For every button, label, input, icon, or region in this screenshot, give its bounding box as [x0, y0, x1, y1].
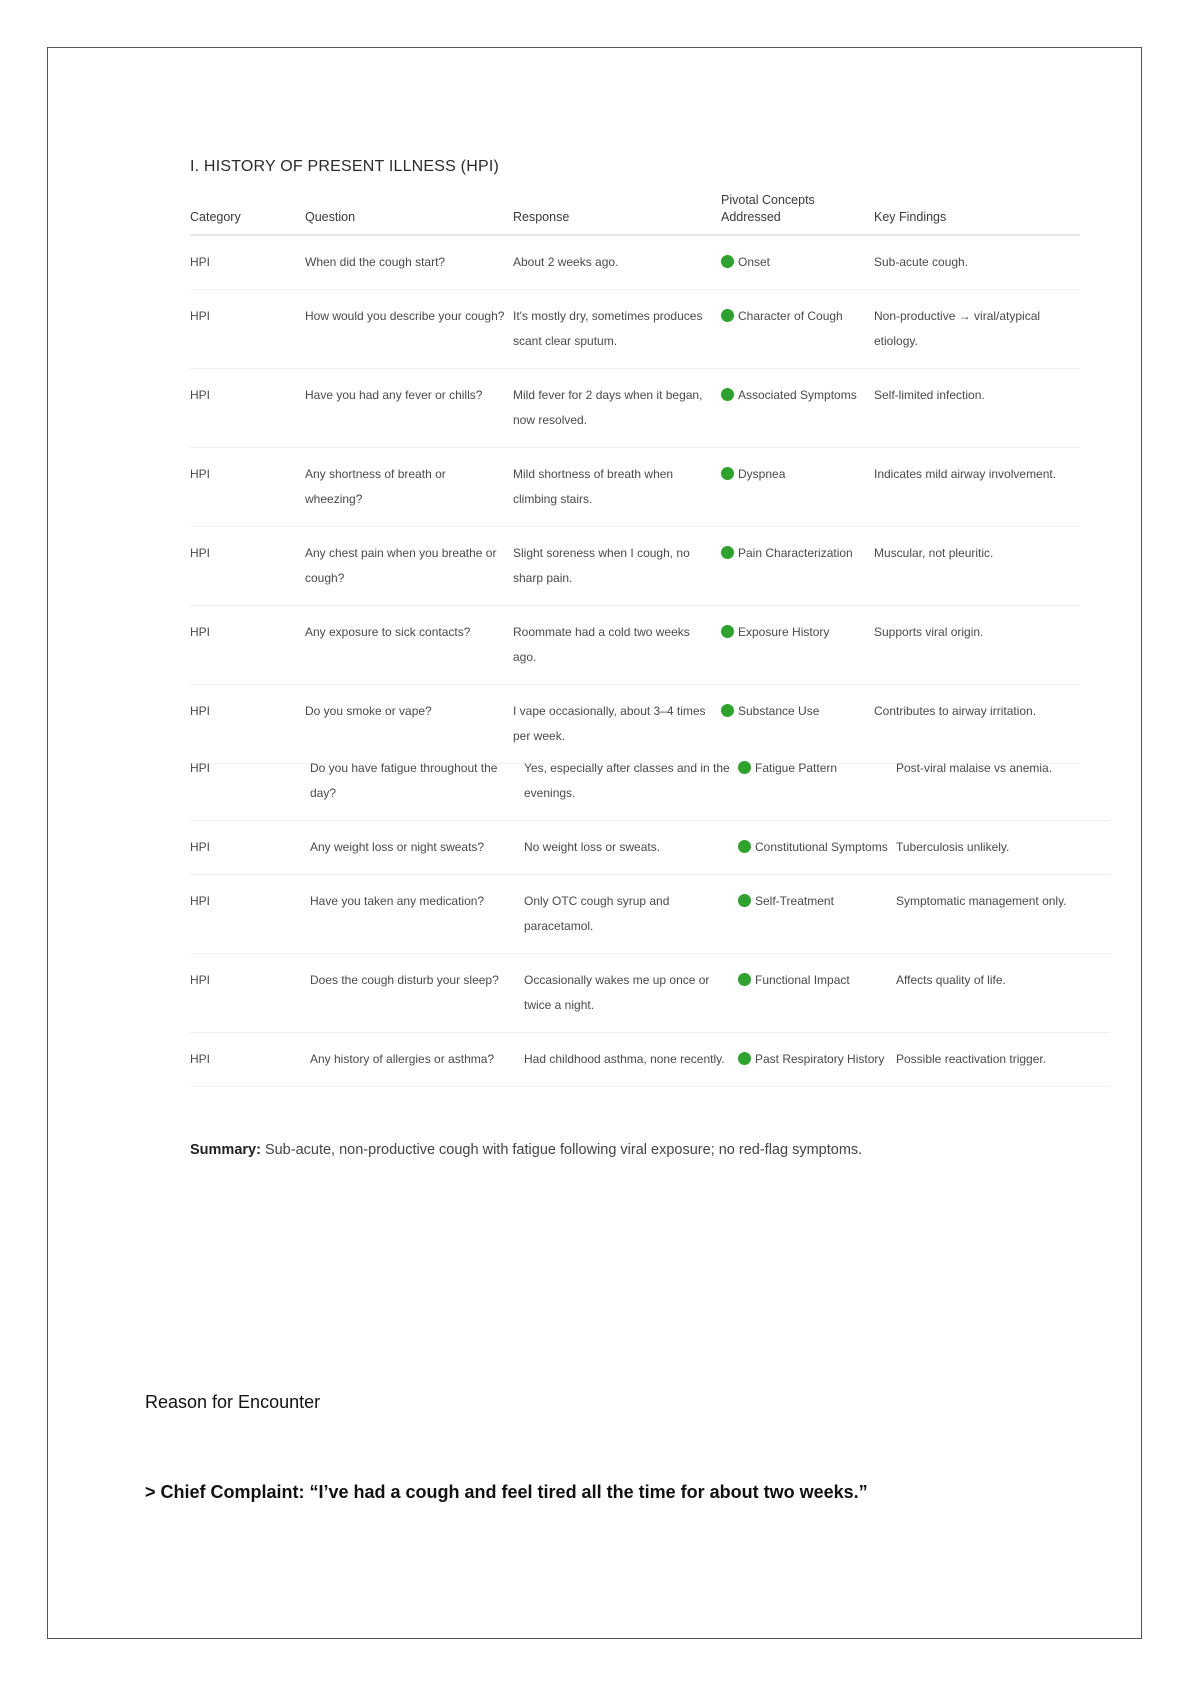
- concept-label: Past Respiratory History: [755, 1052, 885, 1066]
- cell-response: Occasionally wakes me up once or twice a night.: [524, 954, 738, 1033]
- cell-question: Do you smoke or vape?: [305, 685, 513, 764]
- status-dot-icon: [721, 255, 734, 268]
- cell-category: HPI: [190, 527, 305, 606]
- cell-category: HPI: [190, 290, 305, 369]
- table-row: [190, 448, 1080, 527]
- cell-response: Had childhood asthma, none recently.: [524, 1033, 738, 1087]
- cell-concept: [738, 954, 896, 1033]
- status-dot-icon: [721, 546, 734, 559]
- hpi-table-part-1: [190, 192, 1080, 764]
- status-dot-icon: [738, 1052, 751, 1065]
- cell-question: Any shortness of breath or wheezing?: [305, 448, 513, 527]
- table-row: [190, 527, 1080, 606]
- table-row: [190, 235, 1080, 290]
- section-title: I. HISTORY OF PRESENT ILLNESS (HPI): [190, 158, 500, 175]
- status-dot-icon: [721, 309, 734, 322]
- cell-finding: Post-viral malaise vs anemia.: [896, 742, 1110, 821]
- cell-finding: Indicates mild airway involvement.: [874, 448, 1080, 527]
- cell-response: Mild fever for 2 days when it began, now resolved.: [513, 369, 721, 448]
- summary-label: Summary:: [190, 1142, 261, 1158]
- cell-response: Roommate had a cold two weeks ago.: [513, 606, 721, 685]
- concept-label: Exposure History: [738, 625, 830, 639]
- status-dot-icon: [738, 840, 751, 853]
- table-row: [190, 369, 1080, 448]
- header-pivotal-concepts: Pivotal Concepts Addressed: [721, 192, 874, 235]
- chief-complaint: > Chief Complaint: “I’ve had a cough and feel tired all the time for about two weeks.”: [145, 1482, 868, 1502]
- hpi-table-part-2: [190, 742, 1110, 1087]
- cell-response: Only OTC cough syrup and paracetamol.: [524, 875, 738, 954]
- cell-finding: Tuberculosis unlikely.: [896, 821, 1110, 875]
- table-row: [190, 290, 1080, 369]
- summary-text: Sub-acute, non-productive cough with fatigue following viral exposure; no red-flag symptoms.: [260, 1142, 863, 1158]
- cell-response: Slight soreness when I cough, no sharp pain.: [513, 527, 721, 606]
- cell-category: HPI: [190, 685, 305, 764]
- cell-response: It's mostly dry, sometimes produces scant clear sputum.: [513, 290, 721, 369]
- cell-concept: [721, 448, 874, 527]
- cell-finding: Non-productive → viral/atypical etiology.: [874, 290, 1080, 369]
- concept-label: Fatigue Pattern: [755, 761, 838, 775]
- cell-concept: [738, 875, 896, 954]
- cell-response: Yes, especially after classes and in the evenings.: [524, 742, 738, 821]
- cell-finding: Supports viral origin.: [874, 606, 1080, 685]
- cell-category: HPI: [190, 606, 305, 685]
- cell-finding: Possible reactivation trigger.: [896, 1033, 1110, 1087]
- cell-question: Does the cough disturb your sleep?: [310, 954, 524, 1033]
- table-header-row: [190, 192, 1080, 235]
- cell-response: I vape occasionally, about 3–4 times per week.: [513, 685, 721, 764]
- concept-label: Functional Impact: [755, 973, 850, 987]
- cell-response: Mild shortness of breath when climbing stairs.: [513, 448, 721, 527]
- table-row: [190, 606, 1080, 685]
- header-question: Question: [305, 192, 513, 235]
- cell-response: About 2 weeks ago.: [513, 235, 721, 290]
- cell-concept: [738, 742, 896, 821]
- table-row: [190, 742, 1110, 821]
- cell-question: When did the cough start?: [305, 235, 513, 290]
- header-key-findings: Key Findings: [874, 192, 1080, 235]
- table-row: [190, 1033, 1110, 1087]
- status-dot-icon: [721, 625, 734, 638]
- reason-for-encounter-heading: Reason for Encounter: [145, 1392, 321, 1412]
- cell-finding: Muscular, not pleuritic.: [874, 527, 1080, 606]
- cell-category: HPI: [190, 821, 310, 875]
- cell-question: Do you have fatigue throughout the day?: [310, 742, 524, 821]
- concept-label: Dyspnea: [738, 467, 786, 481]
- table-row: [190, 954, 1110, 1033]
- header-response: Response: [513, 192, 721, 235]
- cell-finding: Affects quality of life.: [896, 954, 1110, 1033]
- status-dot-icon: [738, 761, 751, 774]
- status-dot-icon: [721, 704, 734, 717]
- status-dot-icon: [738, 973, 751, 986]
- concept-label: Associated Symptoms: [738, 388, 857, 402]
- cell-category: HPI: [190, 954, 310, 1033]
- table-row: [190, 821, 1110, 875]
- cell-question: Any exposure to sick contacts?: [305, 606, 513, 685]
- concept-label: Pain Characterization: [738, 546, 853, 560]
- concept-label: Character of Cough: [738, 309, 843, 323]
- cell-finding: Contributes to airway irritation.: [874, 685, 1080, 764]
- cell-category: HPI: [190, 369, 305, 448]
- cell-concept: [721, 527, 874, 606]
- cell-category: HPI: [190, 1033, 310, 1087]
- cell-finding: Self-limited infection.: [874, 369, 1080, 448]
- cell-question: How would you describe your cough?: [305, 290, 513, 369]
- cell-finding: Sub-acute cough.: [874, 235, 1080, 290]
- cell-question: Have you taken any medication?: [310, 875, 524, 954]
- concept-label: Self-Treatment: [755, 894, 834, 908]
- table-body-part-1: [190, 235, 1080, 764]
- status-dot-icon: [738, 894, 751, 907]
- cell-category: HPI: [190, 235, 305, 290]
- status-dot-icon: [721, 467, 734, 480]
- concept-label: Onset: [738, 255, 771, 269]
- cell-concept: [721, 290, 874, 369]
- cell-finding: Symptomatic management only.: [896, 875, 1110, 954]
- concept-label: Constitutional Symptoms: [755, 840, 888, 854]
- cell-category: HPI: [190, 875, 310, 954]
- summary: [190, 1142, 862, 1158]
- cell-question: Have you had any fever or chills?: [305, 369, 513, 448]
- status-dot-icon: [721, 388, 734, 401]
- cell-concept: [738, 1033, 896, 1087]
- cell-response: No weight loss or sweats.: [524, 821, 738, 875]
- cell-question: Any history of allergies or asthma?: [310, 1033, 524, 1087]
- cell-category: HPI: [190, 742, 310, 821]
- table-row: [190, 875, 1110, 954]
- concept-label: Substance Use: [738, 704, 820, 718]
- cell-question: Any chest pain when you breathe or cough?: [305, 527, 513, 606]
- table-body-part-2: [190, 742, 1110, 1087]
- cell-concept: [721, 369, 874, 448]
- cell-concept: [721, 606, 874, 685]
- cell-concept: [721, 235, 874, 290]
- header-category: Category: [190, 192, 305, 235]
- cell-question: Any weight loss or night sweats?: [310, 821, 524, 875]
- cell-concept: [738, 821, 896, 875]
- cell-category: HPI: [190, 448, 305, 527]
